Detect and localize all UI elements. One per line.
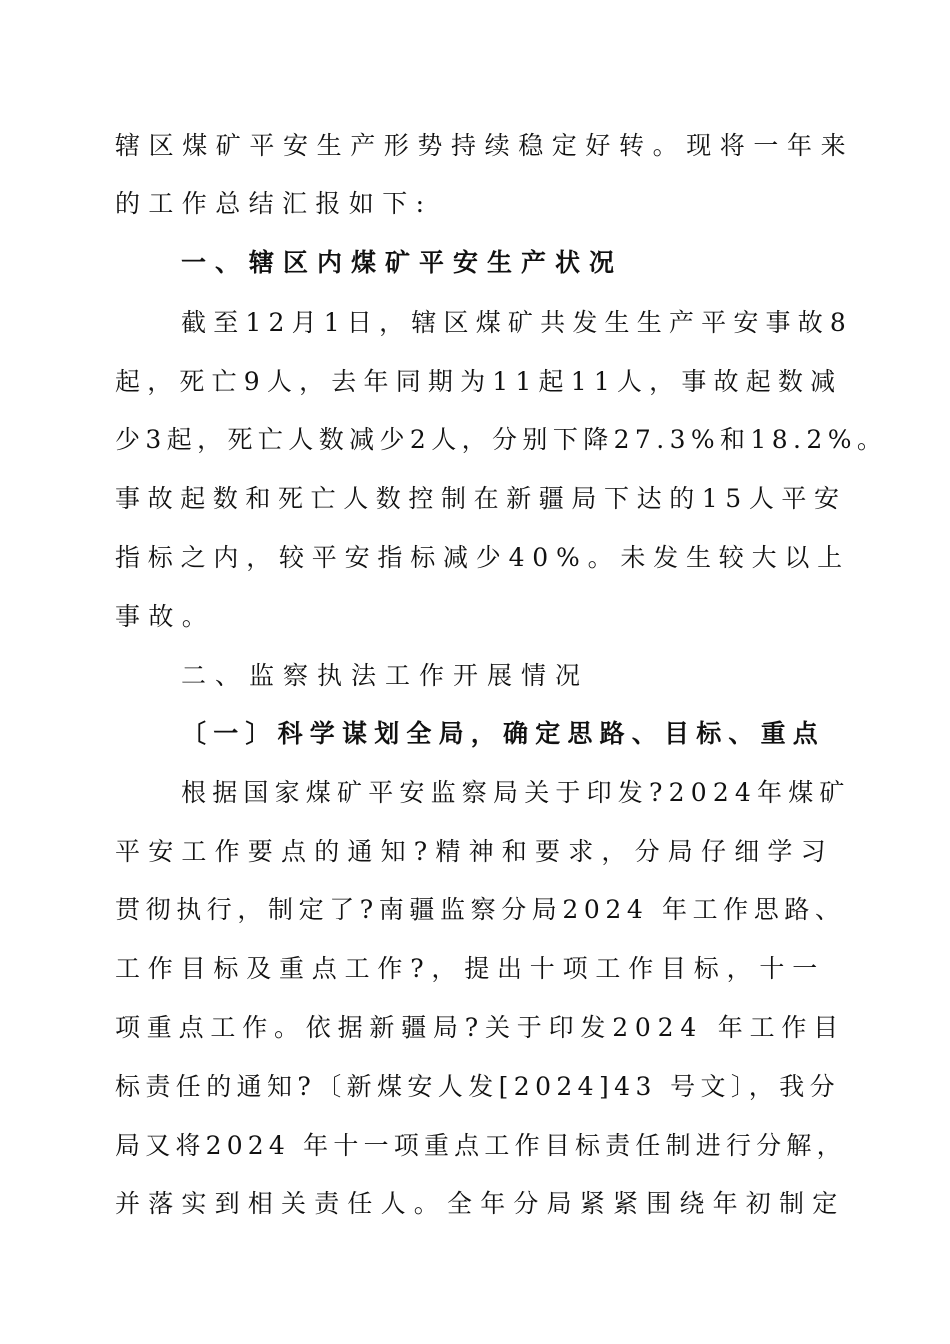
paragraph-line: 截至12月1日，辖区煤矿共发生生产平安事故8 <box>181 308 854 337</box>
paragraph-line: 指标之内，较平安指标减少40%。未发生较大以上 <box>115 543 850 572</box>
paragraph-line: 局又将2024 年十一项重点工作目标责任制进行分解， <box>115 1131 847 1160</box>
section-heading: 二、监察执法工作开展情况 <box>181 661 590 690</box>
paragraph-line: 辖区煤矿平安生产形势持续稳定好转。现将一年来 <box>115 131 855 160</box>
paragraph-line: 少3起，死亡人数减少2人，分别下降27.3%和18.2%。 <box>115 425 888 454</box>
section-heading: 一、辖区内煤矿平安生产状况 <box>181 248 624 277</box>
paragraph-line: 平安工作要点的通知?精神和要求，分局仔细学习 <box>115 837 834 866</box>
paragraph-line: 工作目标及重点工作?，提出十项工作目标，十一 <box>115 954 826 983</box>
subsection-heading: 〔一〕科学谋划全局，确定思路、目标、重点 <box>181 719 826 748</box>
paragraph-line: 并落实到相关责任人。全年分局紧紧围绕年初制定 <box>115 1189 846 1218</box>
paragraph-line: 标责任的通知?〔新煤安人发[2024]43 号文〕，我分 <box>115 1072 840 1101</box>
paragraph-line: 根据国家煤矿平安监察局关于印发?2024年煤矿 <box>181 778 851 807</box>
paragraph-line: 事故。 <box>115 602 216 631</box>
paragraph-line: 项重点工作。依据新疆局?关于印发2024 年工作目 <box>115 1013 845 1042</box>
paragraph-line: 贯彻执行，制定了?南疆监察分局2024 年工作思路、 <box>115 895 846 924</box>
paragraph-line: 起，死亡9人，去年同期为11起11人，事故起数减 <box>115 367 843 396</box>
paragraph-line: 事故起数和死亡人数控制在新疆局下达的15人平安 <box>115 484 847 513</box>
paragraph-line: 的工作总结汇报如下: <box>115 189 433 218</box>
